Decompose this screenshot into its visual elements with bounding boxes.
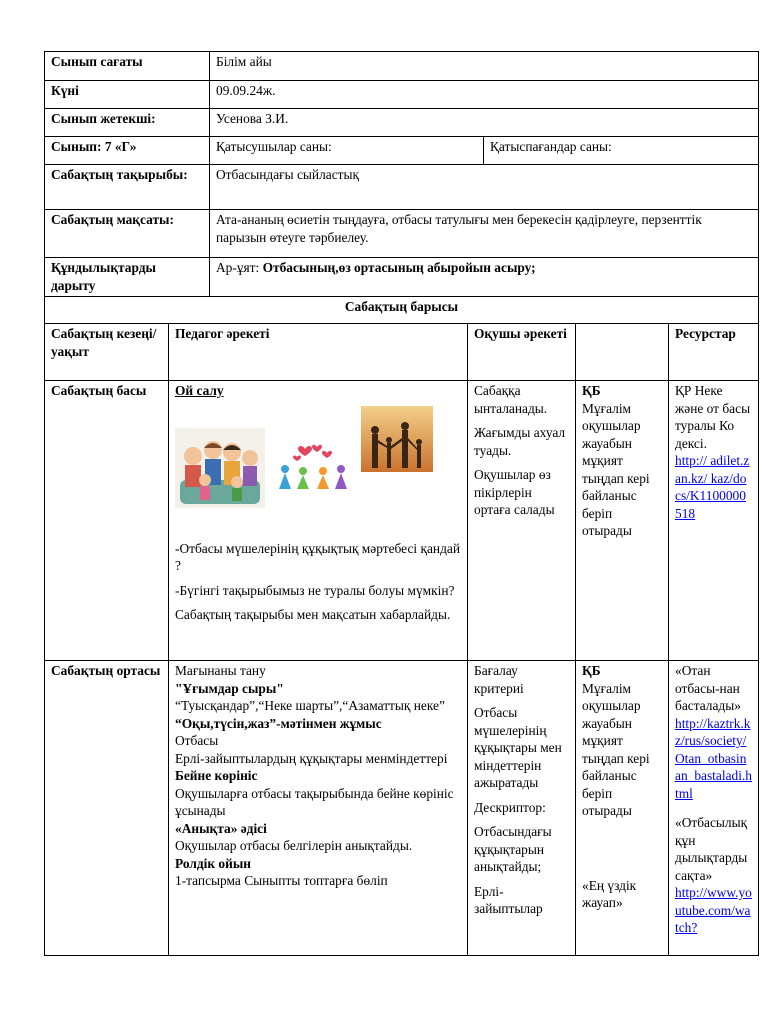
info-label: Сабақтың тақырыбы: [45,165,210,210]
resource-text: ҚР Неке және от басы туралы Ко дексі. [675,383,751,451]
resource-link[interactable]: http://kaztrk.kz/rus/society/Otan_otbasinan_bastaladi.html [675,715,752,801]
student-action: Сабаққа ынталанады. [474,383,548,416]
feedback-middle [576,661,669,956]
section-title: Сабақтың барысы [45,297,759,324]
lesson-flow-table [44,296,759,956]
hearts-people-illustration [275,441,355,491]
info-label: Сынып сағаты [45,52,210,81]
info-label: Құндылықтарды дарыту [45,258,210,297]
info-value: Усенова З.И. [210,109,759,137]
feedback-start [576,381,669,661]
student-action: Оқушылар өз пікірлерін ортаға салады [474,467,555,517]
info-label: Күні [45,81,210,109]
text-line: “Туысқандар”,“Неке шарты”,“Азаматтық неке” [175,698,445,713]
values-text: Отбасының,өз ортасының абыройын асыру; [262,260,536,275]
info-row [45,81,759,109]
text-line: Отбасы [175,733,219,748]
student-action: Жағымды ахуал туады. [474,425,566,458]
info-row [45,210,759,258]
info-label: Сабақтың мақсаты: [45,210,210,258]
info-label: Сынып жетекші: [45,109,210,137]
table-row [45,381,759,661]
activity-title: Ой салу [175,383,224,398]
info-row [45,52,759,81]
info-row [45,109,759,137]
text-line: Мағынаны тану [175,663,266,678]
student-action: Отбасындағы құқықтарын анықтайды; [474,824,552,874]
text-line: 1-тапсырма Сыныпты топтарға бөліп [175,873,388,888]
info-label: Сынып: 7 «Г» [45,137,210,165]
question-2: -Бүгінгі тақырыбымыз не туралы болуы мүмкін? [175,582,455,598]
resource-link[interactable]: http://www.youtube.com/watch? [675,885,752,935]
stage-middle: Сабақтың ортасы [45,661,169,956]
method-title: Бейне көрініс [175,768,258,783]
method-title: “Оқы,түсін,жаз”-мәтінмен жұмыс [175,715,382,731]
lesson-plan [44,51,758,956]
resource-link[interactable]: http:// adilet.zan.kz/ kaz/docs/K1100000518 [675,453,750,521]
image-strip [175,406,461,516]
student-middle [468,661,576,956]
info-value: 09.09.24ж. [210,81,759,109]
lesson-goal: Ата-ананың өсиетін тыңдауға, отбасы татулығы мен берекесін қадірлеуге, перзенттік парызын өтеуге тәрбиелеу. [210,210,759,258]
lesson-info-table [44,51,759,297]
student-action: Ерлі-зайыптылар [474,883,543,916]
question-1: -Отбасы мүшелерінің құқықтық мәртебесі қандай ? [175,540,460,573]
feedback-title: ҚБ [582,663,601,678]
column-header-row [45,324,759,381]
resource-text: «Отан отбасы-нан басталады» [675,663,741,713]
teacher-start [169,381,468,661]
resources-middle [669,661,759,956]
values-prefix: Ар-ұят: [216,260,263,275]
student-action: Бағалау критериі [474,663,524,696]
topic-announcement: Сабақтың тақырыбы мен мақсатын хабарлайды. [175,607,451,622]
family-silhouette-photo [361,406,433,472]
method-title: «Анықта» әдісі [175,820,267,836]
resource-text: «Отбасылық құн дылықтарды сақта» [675,815,748,883]
col-stage: Сабақтың кезеңі/ уақыт [45,324,169,381]
absent-count: Қатыспағандар саны: [484,137,759,165]
col-teacher: Педагог әрекеті [169,324,468,381]
resources-start [669,381,759,661]
feedback-title: ҚБ [582,383,601,398]
text-line: Оқушылар отбасы белгілерін анықтайды. [175,838,413,853]
info-value: Білім айы [210,52,759,81]
info-row [45,258,759,297]
lesson-topic: Отбасындағы сыйластық [210,165,759,210]
student-start [468,381,576,661]
col-student: Оқушы әрекеті [468,324,576,381]
method-title: Ролдік ойын [175,855,252,871]
feedback-text: Мұғалім оқушылар жауабын мұқият тыңдап кері байланыс беріп отырады [582,400,650,538]
family-illustration [175,428,265,508]
col-resources: Ресурстар [669,324,759,381]
info-row [45,165,759,210]
student-action: Дескриптор: [474,799,546,815]
values-cell [210,258,759,297]
present-count: Қатысушылар саны: [210,137,484,165]
table-row [45,661,759,956]
student-action: Отбасы мүшелерінің құқықтары мен міндеттерін ажыратады [474,705,562,790]
text-line: Ерлі-зайыптылардың құқықтары менміндеттері [175,750,448,766]
text-line: Оқушыларға отбасы тақырыбында бейне көрініс ұсынады [175,785,454,818]
info-row [45,137,759,165]
feedback-extra: «Ең үздік жауап» [582,877,637,910]
method-title: "Ұғымдар сыры" [175,680,284,696]
teacher-middle [169,661,468,956]
stage-start: Сабақтың басы [45,381,169,661]
feedback-text: Мұғалім оқушылар жауабын мұқият тыңдап кері байланыс беріп отырады [582,680,650,818]
col-blank [576,324,669,381]
